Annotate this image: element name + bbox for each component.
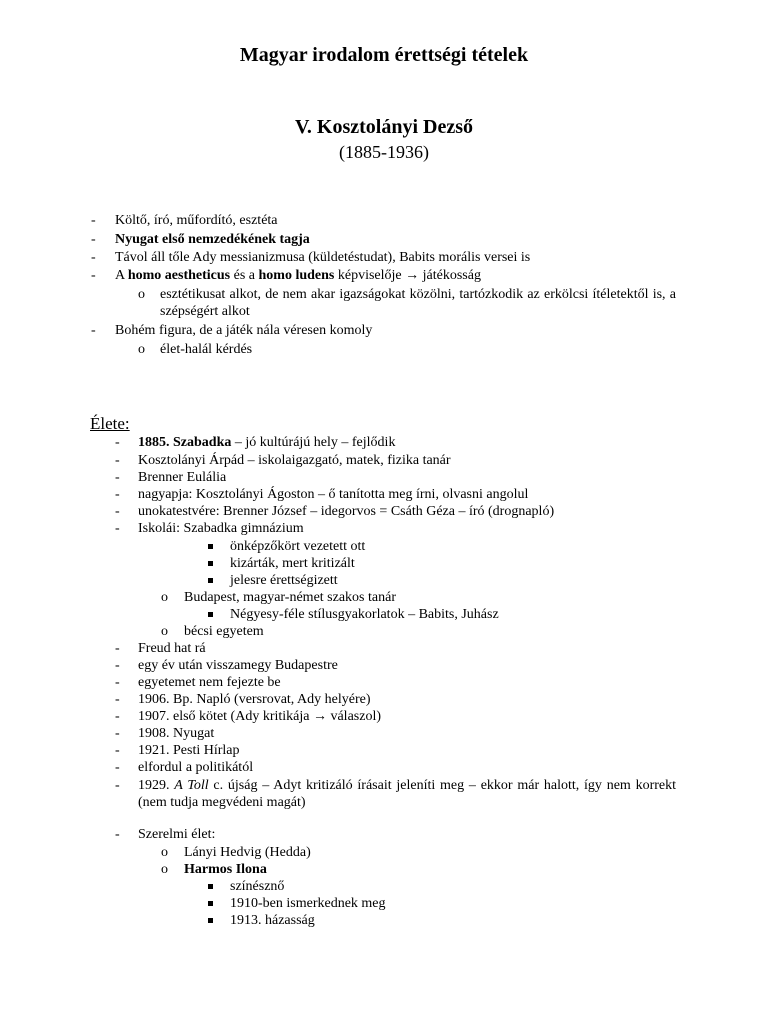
- dash-bullet: -: [115, 827, 120, 842]
- square-bullet: [208, 612, 213, 617]
- square-bullet: [208, 561, 213, 566]
- intro-item: Bohém figura, de a játék nála véresen komoly: [115, 323, 373, 338]
- square-bullet: [208, 918, 213, 923]
- dash-bullet: -: [91, 250, 96, 265]
- dash-bullet: -: [115, 487, 120, 502]
- section-heading-elete: Élete:: [90, 414, 130, 433]
- life-item: 1921. Pesti Hírlap: [138, 743, 240, 758]
- text-run: 1907. első kötet (Ady kritikája: [138, 709, 313, 724]
- circle-bullet: o: [161, 624, 168, 639]
- dash-bullet: -: [115, 470, 120, 485]
- dash-bullet: -: [91, 323, 96, 338]
- circle-bullet: o: [138, 287, 145, 302]
- square-bullet: [208, 884, 213, 889]
- dash-bullet: -: [91, 232, 96, 247]
- life-subitem: Lányi Hedvig (Hedda): [184, 845, 311, 860]
- life-subitem: Harmos Ilona: [184, 862, 267, 877]
- square-bullet: [208, 901, 213, 906]
- square-bullet: [208, 544, 213, 549]
- life-subsubitem: 1910-ben ismerkednek meg: [230, 896, 386, 911]
- life-item: egy év után visszamegy Budapestre: [138, 658, 338, 673]
- intro-item: Nyugat első nemzedékének tagja: [115, 232, 310, 247]
- text-run: képviselője: [334, 268, 406, 283]
- circle-bullet: o: [161, 845, 168, 860]
- life-subsubitem: színésznő: [230, 879, 285, 894]
- dash-bullet: -: [115, 641, 120, 656]
- birth-date-place: 1885. Szabadka: [138, 435, 232, 450]
- text-run: válaszol): [326, 709, 381, 724]
- circle-bullet: o: [138, 342, 145, 357]
- dash-bullet: -: [91, 213, 96, 228]
- term-homo-aestheticus: homo aestheticus: [127, 268, 231, 283]
- life-item: 1908. Nyugat: [138, 726, 215, 741]
- circle-bullet: o: [161, 590, 168, 605]
- life-subsubitem: önképzőkört vezetett ott: [230, 539, 366, 554]
- life-item: [138, 777, 676, 811]
- dash-bullet: -: [115, 504, 120, 519]
- chapter-years: (1885-1936): [339, 142, 429, 162]
- text-run: – jó kultúrájú hely – fejlődik: [231, 435, 396, 450]
- square-bullet: [208, 578, 213, 583]
- life-item: Szerelmi élet:: [138, 827, 216, 842]
- arrow-right-icon: →: [405, 268, 420, 283]
- life-item: elfordul a politikától: [138, 760, 254, 775]
- life-item: [138, 708, 381, 725]
- life-subitem: bécsi egyetem: [184, 624, 264, 639]
- life-subitem: Budapest, magyar-német szakos tanár: [184, 590, 396, 605]
- chapter-title: V. Kosztolányi Dezső: [295, 116, 473, 138]
- document-title: Magyar irodalom érettségi tételek: [239, 44, 529, 66]
- life-item: 1906. Bp. Napló (versrovat, Ady helyére): [138, 692, 371, 707]
- newspaper-title: A Toll: [174, 778, 209, 793]
- dash-bullet: -: [91, 268, 96, 283]
- life-subsubitem: jelesre érettségizett: [230, 573, 338, 588]
- life-item: Freud hat rá: [138, 641, 206, 656]
- life-item: Brenner Eulália: [138, 470, 227, 485]
- intro-item: Távol áll tőle Ady messianizmusa (küldetéstudat), Babits morális versei is: [115, 250, 531, 265]
- life-item: Iskolái: Szabadka gimnázium: [138, 521, 304, 536]
- dash-bullet: -: [115, 743, 120, 758]
- life-item: unokatestvére: Brenner József – idegorvos = Csáth Géza – író (drognapló): [138, 504, 555, 519]
- life-item: [138, 434, 395, 451]
- intro-subitem: esztétikusat alkot, de nem akar igazságokat közölni, tartózkodik az erkölcsi ítéletektől is, a szépségért alkot: [160, 287, 676, 319]
- text-run: játékosság: [419, 268, 481, 283]
- life-item: nagyapja: Kosztolányi Ágoston – ő tanította meg írni, olvasni angolul: [138, 487, 529, 502]
- arrow-right-icon: →: [312, 709, 327, 724]
- life-subsubitem: Négyesy-féle stílusgyakorlatok – Babits, Juhász: [230, 607, 499, 622]
- dash-bullet: -: [115, 709, 120, 724]
- dash-bullet: -: [115, 692, 120, 707]
- life-item: Kosztolányi Árpád – iskolaigazgató, matek, fizika tanár: [138, 453, 451, 468]
- intro-item: Költő, író, műfordító, esztéta: [115, 213, 278, 228]
- text-run: c. újság – Adyt kritizáló írásait jeleníti meg – ekkor már halott, így nem korrekt (nem tudja megvédeni magát): [138, 778, 676, 810]
- text-run: 1929.: [138, 778, 175, 793]
- intro-subitem: élet-halál kérdés: [160, 342, 253, 357]
- life-item: egyetemet nem fejezte be: [138, 675, 281, 690]
- life-subsubitem: 1913. házasság: [230, 913, 315, 928]
- intro-item: [115, 267, 481, 284]
- text-run: és a: [230, 268, 259, 283]
- text-run: A: [115, 268, 128, 283]
- life-subsubitem: kizárták, mert kritizált: [230, 556, 355, 571]
- dash-bullet: -: [115, 726, 120, 741]
- dash-bullet: -: [115, 521, 120, 536]
- dash-bullet: -: [115, 675, 120, 690]
- dash-bullet: -: [115, 760, 120, 775]
- dash-bullet: -: [115, 658, 120, 673]
- circle-bullet: o: [161, 862, 168, 877]
- term-homo-ludens: homo ludens: [258, 268, 335, 283]
- dash-bullet: -: [115, 778, 120, 793]
- dash-bullet: -: [115, 453, 120, 468]
- dash-bullet: -: [115, 435, 120, 450]
